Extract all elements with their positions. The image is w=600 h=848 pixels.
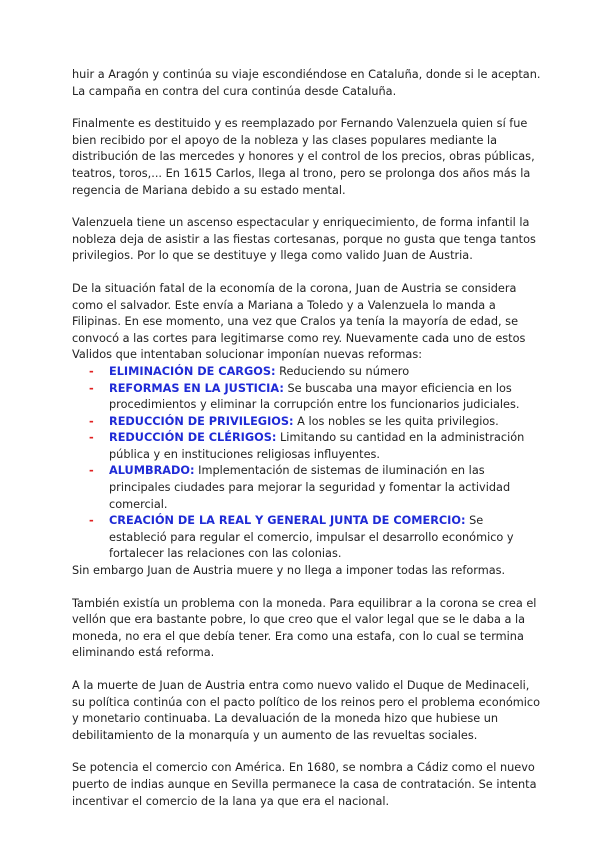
reform-item [72,364,544,381]
reform-term: CREACIÓN DE LA REAL Y GENERAL JUNTA DE COMERCIO: [109,514,466,528]
bullet-dash-icon: - [89,381,94,395]
paragraph-america-trade: Se potencia el comercio con América. En 1680, se nombra a Cádiz como el nuevo puerto de indias aunque en Sevilla permanece la casa de contratación. Se intenta incentivar el comercio de la lana ya que era el nacional. [72,761,537,808]
reform-description: A los nobles se les quita privilegios. [293,414,499,428]
reform-term: REFORMAS EN LA JUSTICIA: [109,381,284,395]
paragraph-aragon-escape: huir a Aragón y continúa su viaje escondiéndose en Cataluña, donde si le aceptan. La campaña en contra del cura continúa desde Cataluña. [72,68,541,98]
bullet-dash-icon: - [89,431,94,445]
paragraph-valenzuela-dismissal: Valenzuela tiene un ascenso espectacular y enriquecimiento, de forma infantil la nobleza deja de asistir a las fiestas cortesanas, porque no gusta que tenga tantos privilegios. Por lo que se destituye y llega como valido Juan de Austria. [72,216,536,263]
bullet-dash-icon: - [89,464,94,478]
reform-item [72,381,544,414]
bullet-dash-icon: - [89,414,94,428]
paragraph-valenzuela-arrival: Finalmente es destituido y es reemplazado por Fernando Valenzuela quien sí fue bien recibido por el apoyo de la nobleza y las clases populares mediante la distribución de las mercedes y honores y el control de los precios, obras públicas, teatros, toros,... En 1615 Carlos, llega al trono, pero se prolonga dos años más la regencia de Mariana debido a su estado mental. [72,117,535,197]
reform-term: ALUMBRADO: [109,464,195,478]
reform-item [72,463,544,513]
bullet-dash-icon: - [89,514,94,528]
reform-description: Se buscaba una mayor eficiencia en los procedimientos y eliminar la corrupción entre los funcionarios judiciales. [109,381,520,412]
reform-term: REDUCCIÓN DE PRIVILEGIOS: [109,414,294,428]
bullet-dash-icon: - [89,364,94,378]
paragraph-currency-problem: También existía un problema con la moneda. Para equilibrar a la corona se crea el vellón que era bastante pobre, lo que creo que el valor legal que se le daba a la moneda, no era el que debía tener. Era como una estafa, con lo cual se termina eliminando está reforma. [72,596,537,660]
reform-description: Reduciendo su número [275,364,410,378]
reform-term: ELIMINACIÓN DE CARGOS: [109,364,276,378]
reform-item [72,430,544,463]
reform-description: Implementación de sistemas de iluminación en las principales ciudades para mejorar la seguridad y fomentar la actividad comercial. [109,464,511,511]
paragraph-juan-death: Sin embargo Juan de Austria muere y no llega a imponer todas las reformas. [72,564,506,578]
reforms-list [72,364,544,563]
paragraph-juan-de-austria: De la situación fatal de la economía de la corona, Juan de Austria se considera como el salvador. Este envía a Mariana a Toledo y a Valenzuela lo manda a Filipinas. En ese momento, una vez que Cralos ya tenía la mayoría de edad, se convocó a las cortes para legitimarse como rey. Nuevamente cada uno de estos Validos que intentaban solucionar imponían nuevas reformas: [72,281,526,362]
document-body [72,67,544,826]
reform-description: Limitando su cantidad en la administración pública y en instituciones religiosas influyentes. [109,431,525,461]
reform-description: Se estableció para regular el comercio, impulsar el desarrollo económico y fortalecer las relaciones con las colonias. [109,514,514,561]
reform-item [72,414,544,431]
reform-term: REDUCCIÓN DE CLÉRIGOS: [109,431,277,445]
reform-item [72,513,544,563]
paragraph-medinaceli: A la muerte de Juan de Austria entra como nuevo valido el Duque de Medinaceli, su política continúa con el pacto político de los reinos pero el problema económico y monetario continuaba. La devaluación de la moneda hizo que hubiese un debilitamiento de la monarquía y un aumento de las revueltas sociales. [72,679,541,742]
